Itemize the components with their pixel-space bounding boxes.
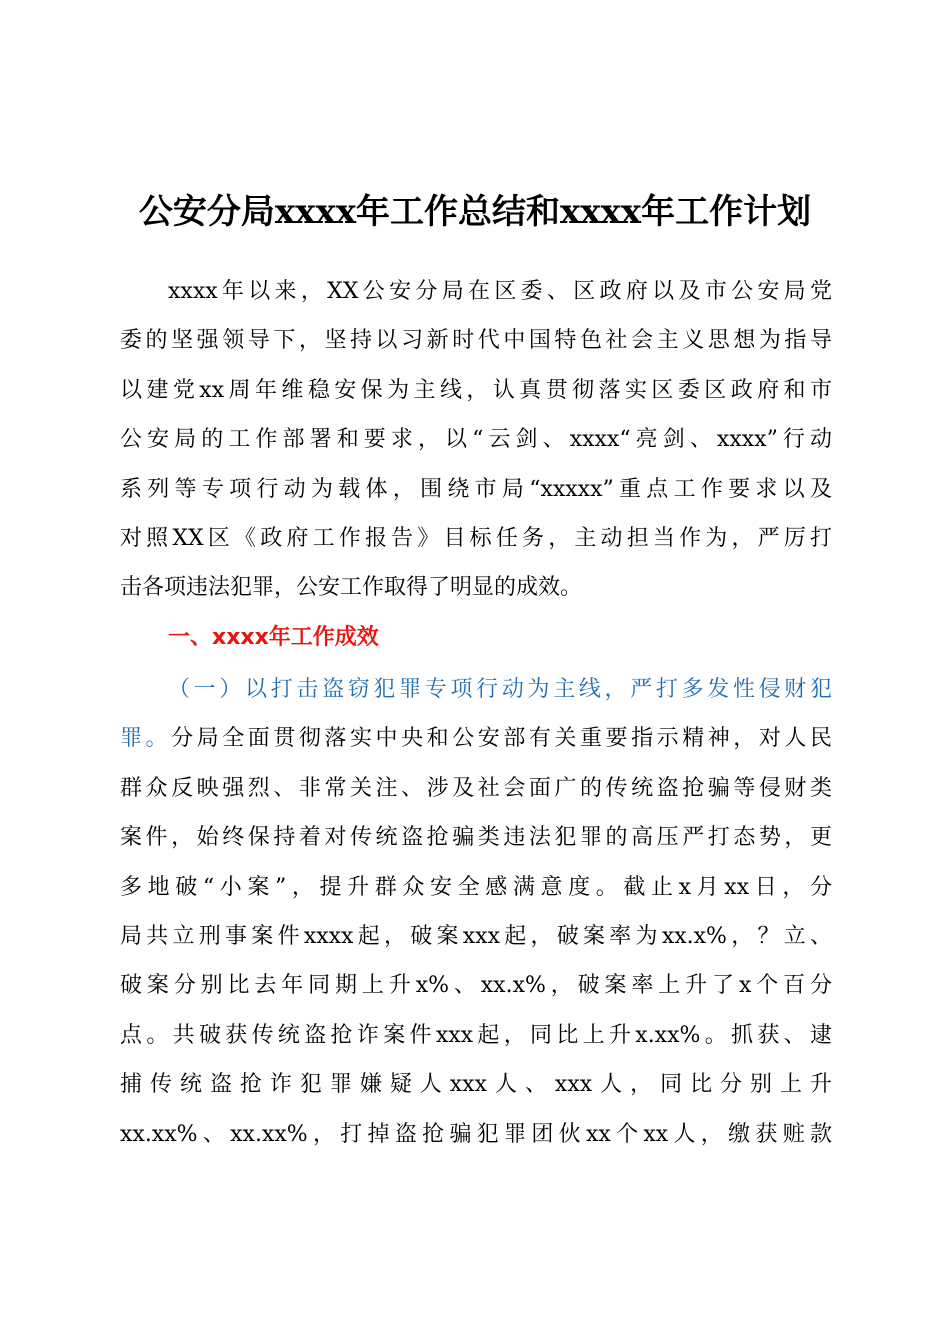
intro-line: 击各项违法犯罪，公安工作取得了明显的成效。 (120, 575, 583, 601)
paragraph-text: 分局全面贯彻落实中央和公安部有关重要指示精神，对人民 (171, 726, 832, 752)
paragraph-line: 群众反映强烈、非常关注、涉及社会面广的传统盗抢骗等侵财类 (120, 775, 832, 801)
paragraph-line: xx.xx%、xx.xx%，打掉盗抢骗犯罪团伙xx个xx人，缴获赃款 (120, 1121, 832, 1147)
subheading-end: 罪。 (120, 726, 172, 752)
intro-line: 对照XX区《政府工作报告》目标任务，主动担当作为，严厉打 (120, 525, 832, 551)
intro-line: 公安局的工作部署和要求，以“云剑、xxxx“亮剑、xxxx”行动 (120, 427, 832, 453)
section1-paragraph (120, 665, 832, 1159)
intro-line: 系列等专项行动为载体，围绕市局“xxxxx”重点工作要求以及 (120, 476, 832, 502)
intro-paragraph (120, 267, 832, 613)
paragraph-line: 局共立刑事案件xxxx起，破案xxx起，破案率为xx.x%，？立、 (120, 923, 832, 949)
document-title: 公安分局xxxx年工作总结和xxxx年工作计划 (138, 192, 812, 232)
intro-line: xxxx年以来，XX公安分局在区委、区政府以及市公安局党 (168, 279, 832, 304)
intro-line: 委的坚强领导下，坚持以习新时代中国特色社会主义思想为指导 (120, 328, 832, 354)
subheading-line: （一）以打击盗窃犯罪专项行动为主线，严打多发性侵财犯 (168, 677, 832, 702)
paragraph-line: 案件，始终保持着对传统盗抢骗类违法犯罪的高压严打态势，更 (120, 825, 832, 851)
paragraph-line: 破案分别比去年同期上升x%、xx.x%，破案率上升了x个百分 (120, 973, 832, 999)
paragraph-line: 点。共破获传统盗抢诈案件xxx起，同比上升x.xx%。抓获、逮 (120, 1022, 832, 1048)
paragraph-line (120, 714, 832, 763)
intro-line: 以建党xx周年维稳安保为主线，认真贯彻落实区委区政府和市 (120, 377, 832, 403)
paragraph-line: 捕传统盗抢诈犯罪嫌疑人xxx人、xxx人，同比分别上升 (120, 1072, 832, 1098)
paragraph-line: 多地破“小案”，提升群众安全感满意度。截止x月xx日，分 (120, 874, 832, 900)
section-heading-achievements: 一、xxxx年工作成效 (168, 625, 379, 650)
